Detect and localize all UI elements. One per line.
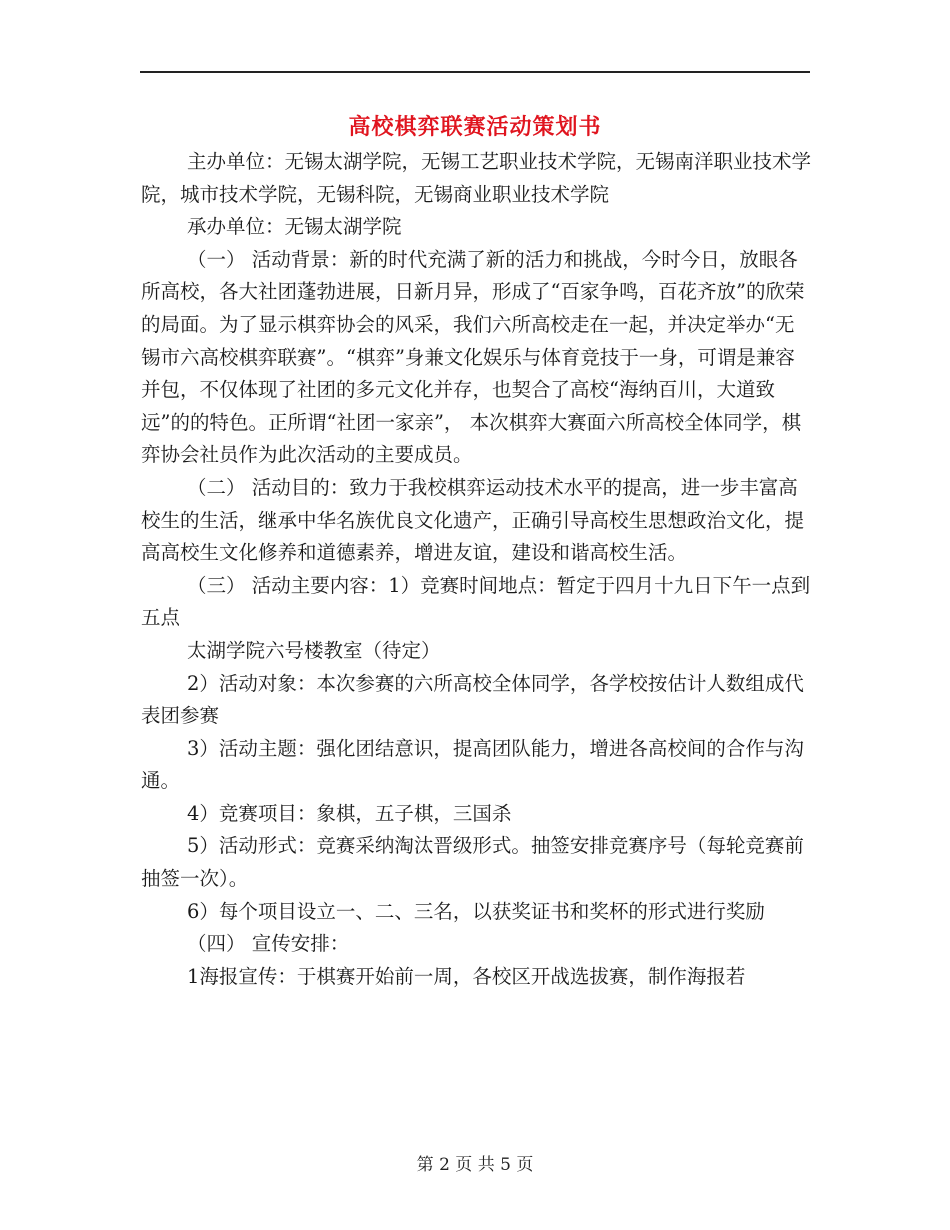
awards-paragraph: 6）每个项目设立一、二、三名，以获奖证书和奖杯的形式进行奖励 bbox=[187, 899, 765, 923]
format-paragraph: 5）活动形式：竞赛采纳淘汰晋级形式。抽签安排竞赛序号（每轮竞赛前抽签一次）。 bbox=[141, 834, 804, 891]
poster-paragraph: 1海报宣传：于棋赛开始前一周，各校区开战选拔赛，制作海报若 bbox=[187, 964, 746, 988]
document-title: 高校棋弈联赛活动策划书 bbox=[348, 114, 602, 140]
organizer-paragraph: 主办单位：无锡太湖学院，无锡工艺职业技术学院，无锡南洋职业技术学院，城市技术学院，无锡科院，无锡商业职业技术学院 bbox=[141, 150, 812, 206]
publicity-heading: （四） 宣传安排： bbox=[187, 932, 350, 956]
background-paragraph: （一） 活动背景：新的时代充满了新的活力和挑战，今时今日，放眼各所高校，各大社团蓬勃进展，日新月异，形成了“百家争鸣，百花齐放”的欣荣的局面。为了显示棋弈协会的风采，我们六所高校走在一起，并决定举办“无锡市六高校棋弈联赛”。“棋弈”身兼文化娱乐与体育竞技于一身，可谓是兼容并包，不仅体现了社团的多元文化并存，也契合了高校“海纳百川，大道致远”的的特色。正所谓“社团一家亲”， 本次棋弈大赛面六所高校全体同学，棋弈协会社员作为此次活动的主要成员。 bbox=[141, 247, 805, 467]
content-paragraph: （三） 活动主要内容：1）竞赛时间地点：暂定于四月十九日下午一点到五点 bbox=[141, 573, 811, 630]
document-body bbox=[141, 146, 811, 993]
host-paragraph: 承办单位：无锡太湖学院 bbox=[187, 215, 402, 239]
events-paragraph: 4）竞赛项目：象棋，五子棋，三国杀 bbox=[187, 801, 512, 825]
page-footer: 第 2 页 共 5 页 bbox=[416, 1155, 534, 1175]
participants-paragraph: 2）活动对象：本次参赛的六所高校全体同学，各学校按估计人数组成代表团参赛 bbox=[141, 671, 804, 728]
theme-paragraph: 3）活动主题：强化团结意识，提高团队能力，增进各高校间的合作与沟通。 bbox=[141, 736, 804, 793]
header-rule bbox=[140, 71, 810, 73]
venue-paragraph: 太湖学院六号楼教室（待定） bbox=[187, 638, 441, 662]
purpose-paragraph: （二） 活动目的：致力于我校棋弈运动技术水平的提高，进一步丰富高校生的生活，继承中华名族优良文化遗产，正确引导高校生思想政治文化，提高高校生文化修养和道德素养，增进友谊，建设和谐高校生活。 bbox=[141, 475, 805, 565]
